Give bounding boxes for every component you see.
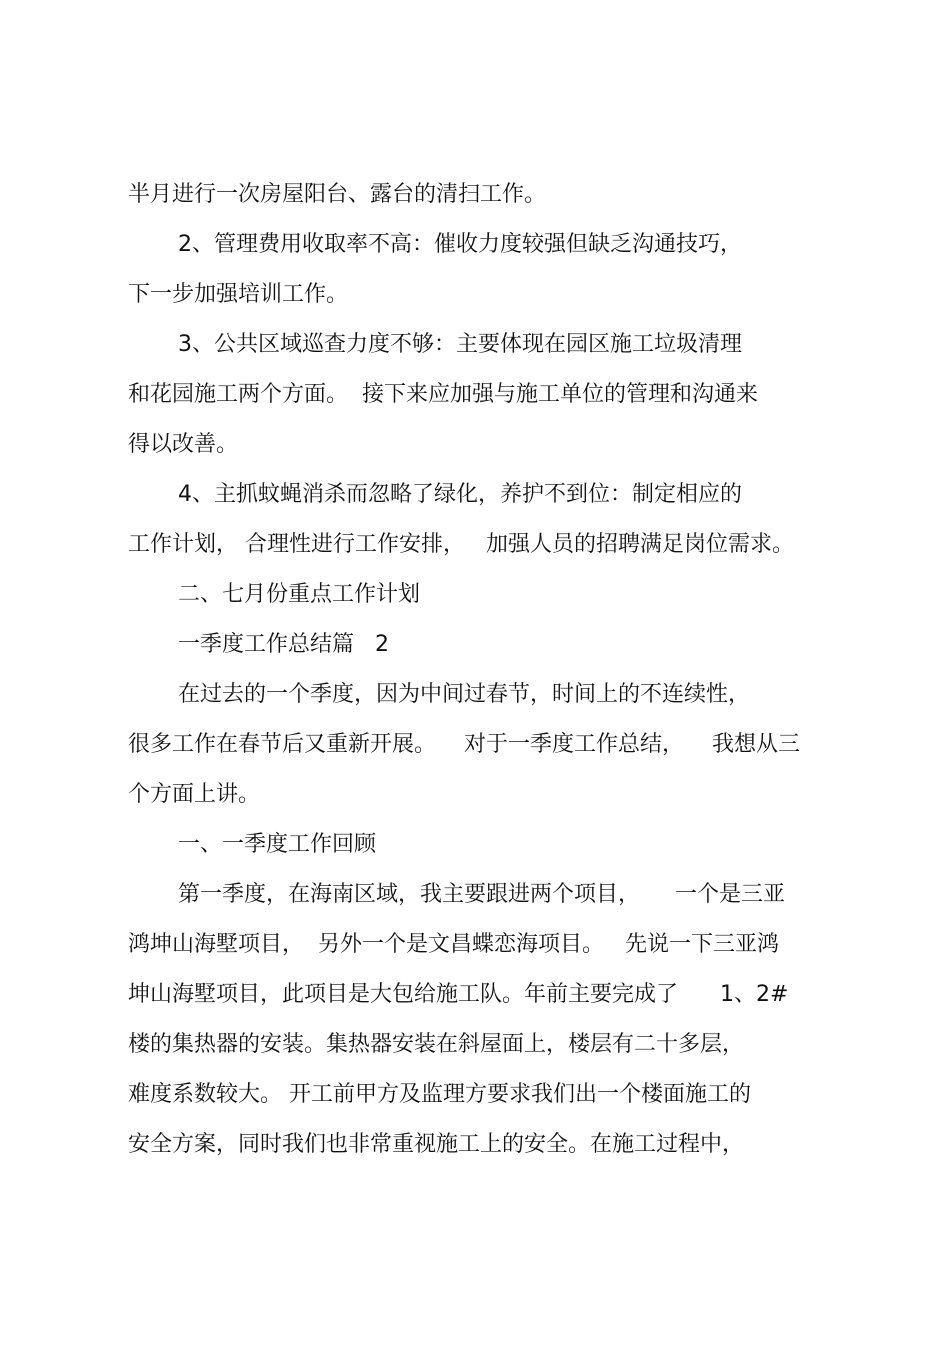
text-line-3: 下一步加强培训工作。 bbox=[128, 282, 349, 307]
section-heading: 二、七月份重点工作计划 bbox=[178, 582, 421, 607]
text-line-5: 和花园施工两个方面。 接下来应加强与施工单位的管理和沟通来 bbox=[128, 382, 758, 407]
text-line-13: 个方面上讲。 bbox=[128, 782, 261, 807]
text-line-19: 难度系数较大。 开工前甲方及监理方要求我们出一个楼面施工的 bbox=[128, 1082, 751, 1107]
text-line-17: 坤山海墅项目，此项目是大包给施工队。年前主要完成了 1、2# bbox=[128, 982, 789, 1007]
text-line-18: 楼的集热器的安装。集热器安装在斜屋面上，楼层有二十多层， bbox=[128, 1032, 745, 1057]
text-line-4: 3、公共区域巡查力度不够：主要体现在园区施工垃圾清理 bbox=[178, 332, 742, 357]
article-title: 一季度工作总结篇 2 bbox=[178, 632, 389, 657]
text-line-20: 安全方案，同时我们也非常重视施工上的安全。在施工过程中， bbox=[128, 1132, 745, 1157]
text-line-7: 4、主抓蚊蝇消杀而忽略了绿化，养护不到位：制定相应的 bbox=[178, 482, 742, 507]
text-line-12: 很多工作在春节后又重新开展。 对于一季度工作总结， 我想从三 bbox=[128, 732, 800, 757]
text-line-15: 第一季度，在海南区域，我主要跟进两个项目， 一个是三亚 bbox=[178, 882, 785, 907]
text-line-1: 半月进行一次房屋阳台、露台的清扫工作。 bbox=[128, 182, 547, 207]
text-line-11: 在过去的一个季度，因为中间过春节，时间上的不连续性， bbox=[178, 682, 751, 707]
text-line-8: 工作计划， 合理性进行工作安排， 加强人员的招聘满足岗位需求。 bbox=[128, 532, 794, 557]
text-line-2: 2、管理费用收取率不高：催收力度较强但缺乏沟通技巧， bbox=[178, 232, 742, 257]
text-line-16: 鸿坤山海墅项目， 另外一个是文昌蝶恋海项目。 先说一下三亚鸿 bbox=[128, 932, 779, 957]
section-heading-review: 一、一季度工作回顾 bbox=[178, 832, 377, 857]
text-line-6: 得以改善。 bbox=[128, 432, 239, 457]
